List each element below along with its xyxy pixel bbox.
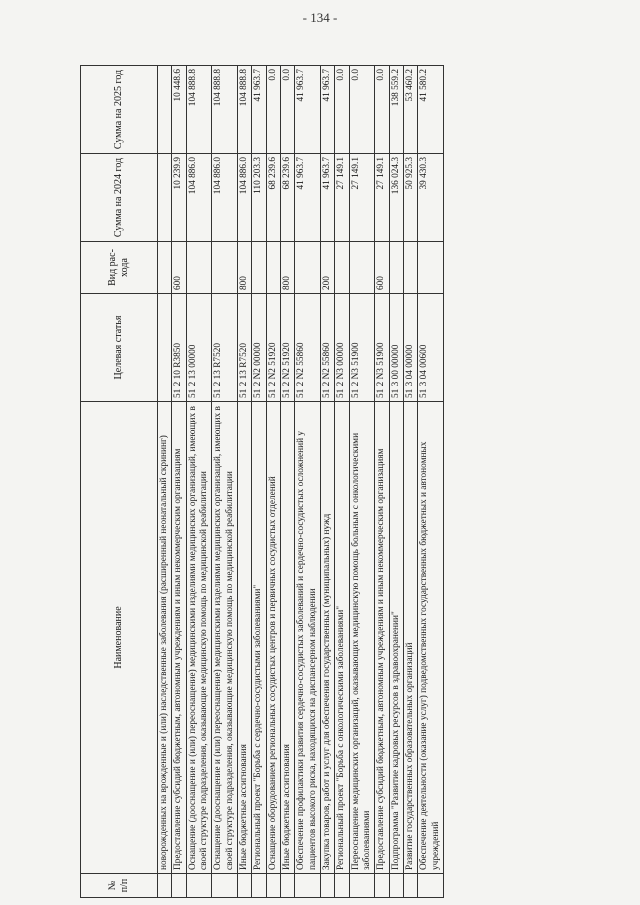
cell-no [403,874,417,898]
cell-name: Подпрограмма "Развитие кадровых ресурсов в здравоохранении" [389,402,403,874]
cell-vid [212,242,238,294]
table-row [266,66,280,898]
cell-vid [403,242,417,294]
cell-name: Оснащение (дооснащение и (или) переоснащение) медицинскими изделиями медицинских организаций, имеющих в своей структуре подразделения, оказывающие медицинскую помощь по медицинской реабилитации [186,402,212,874]
cell-code: 51 2 N2 51920 [280,294,294,402]
cell-code [158,294,172,402]
cell-sum-2025: 104 888.8 [186,66,212,154]
cell-sum-2025: 53 460.2 [403,66,417,154]
cell-code: 51 2 N2 55860 [320,294,334,402]
table-header-row [81,66,158,898]
cell-no [186,874,212,898]
page-number: - 134 - [302,10,338,25]
cell-sum-2024: 27 149.1 [335,154,349,242]
budget-table [80,65,444,898]
cell-vid [418,242,444,294]
cell-code: 51 2 N3 51900 [349,294,375,402]
table-row [158,66,172,898]
cell-no [266,874,280,898]
cell-no [237,874,251,898]
cell-sum-2024: 50 925.3 [403,154,417,242]
table-row [403,66,417,898]
cell-code: 51 2 10 R3850 [172,294,186,402]
cell-sum-2024: 110 203.3 [252,154,266,242]
cell-sum-2025: 41 963.7 [295,66,321,154]
cell-sum-2024: 10 239.9 [172,154,186,242]
cell-vid [295,242,321,294]
cell-no [172,874,186,898]
header-vid: Вид рас-хода [81,242,158,294]
table-row [237,66,251,898]
cell-no [158,874,172,898]
cell-sum-2025: 0.0 [335,66,349,154]
cell-sum-2025: 104 888.8 [212,66,238,154]
cell-vid: 600 [375,242,389,294]
table-row [320,66,334,898]
header-no: № п/п [81,874,158,898]
table-row [295,66,321,898]
cell-code: 51 2 N3 00000 [335,294,349,402]
cell-sum-2024: 27 149.1 [375,154,389,242]
cell-sum-2024: 41 963.7 [320,154,334,242]
cell-sum-2024: 68 239.6 [280,154,294,242]
cell-code: 51 3 04 00000 [403,294,417,402]
header-code: Целевая статья [81,294,158,402]
rotated-table-container [80,66,560,898]
cell-sum-2024: 68 239.6 [266,154,280,242]
cell-sum-2024: 104 886.0 [186,154,212,242]
cell-no [349,874,375,898]
table-row [418,66,444,898]
cell-code: 51 2 N2 00000 [252,294,266,402]
cell-vid [349,242,375,294]
cell-vid: 200 [320,242,334,294]
cell-name: Закупка товаров, работ и услуг для обеспечения государственных (муниципальных) нужд [320,402,334,874]
cell-no [335,874,349,898]
cell-sum-2024 [158,154,172,242]
cell-vid: 800 [280,242,294,294]
cell-sum-2025: 0.0 [375,66,389,154]
cell-sum-2024: 104 886.0 [212,154,238,242]
cell-sum-2025 [158,66,172,154]
table-row [186,66,212,898]
cell-name: Иные бюджетные ассигнования [280,402,294,874]
header-sum-2025: Сумма на 2025 год [81,66,158,154]
cell-code: 51 2 N2 51920 [266,294,280,402]
cell-no [320,874,334,898]
cell-sum-2025: 41 580.2 [418,66,444,154]
table-row [252,66,266,898]
cell-vid [389,242,403,294]
cell-vid [335,242,349,294]
cell-sum-2024: 39 430.3 [418,154,444,242]
header-name: Наименование [81,402,158,874]
cell-vid [252,242,266,294]
cell-sum-2024: 136 024.3 [389,154,403,242]
cell-name: Иные бюджетные ассигнования [237,402,251,874]
cell-sum-2025: 41 963.7 [252,66,266,154]
cell-vid [266,242,280,294]
cell-name: Обеспечение деятельности (оказание услуг) подведомственных государственных бюджетных и автономных учреждений [418,402,444,874]
cell-name: Региональный проект "Борьба с онкологическими заболеваниями" [335,402,349,874]
cell-name: Переоснащение медицинских организаций, оказывающих медицинскую помощь больным с онкологическими заболеваниями [349,402,375,874]
table-row [172,66,186,898]
cell-sum-2024: 41 963.7 [295,154,321,242]
cell-sum-2025: 138 559.2 [389,66,403,154]
cell-sum-2024: 104 886.0 [237,154,251,242]
cell-name: Оснащение (дооснащение и (или) переоснащение) медицинскими изделиями медицинских организаций, имеющих в своей структуре подразделения, оказывающие медицинскую помощь по медицинской реабилитации [212,402,238,874]
table-row [335,66,349,898]
cell-name: Обеспечение профилактики развития сердечно-сосудистых заболеваний и сердечно-сосудистых осложнений у пациентов высокого риска, находящихся на диспансерном наблюдении [295,402,321,874]
cell-code: 51 2 13 R7520 [212,294,238,402]
cell-code: 51 3 04 00600 [418,294,444,402]
cell-sum-2025: 0.0 [349,66,375,154]
cell-code: 51 2 N3 51900 [375,294,389,402]
cell-no [212,874,238,898]
cell-sum-2025: 0.0 [266,66,280,154]
cell-vid: 600 [172,242,186,294]
cell-sum-2025: 104 888.8 [237,66,251,154]
table-row [375,66,389,898]
cell-no [280,874,294,898]
table-row [349,66,375,898]
cell-name: Региональный проект "Борьба с сердечно-сосудистыми заболеваниями" [252,402,266,874]
cell-no [295,874,321,898]
cell-sum-2024: 27 149.1 [349,154,375,242]
cell-code: 51 2 13 R7520 [237,294,251,402]
table-row [280,66,294,898]
cell-code: 51 2 13 00000 [186,294,212,402]
cell-name: Развитие государственных образовательных организаций [403,402,417,874]
cell-vid [158,242,172,294]
cell-no [252,874,266,898]
cell-no [389,874,403,898]
table-row [389,66,403,898]
table-row [212,66,238,898]
cell-vid [186,242,212,294]
cell-no [375,874,389,898]
table-body [158,66,444,898]
cell-name: Оснащение оборудованием региональных сосудистых центров и первичных сосудистых отделений [266,402,280,874]
cell-sum-2025: 0.0 [280,66,294,154]
cell-name: Предоставление субсидий бюджетным, автономным учреждениям и иным некоммерческим организациям [172,402,186,874]
cell-code: 51 2 N2 55860 [295,294,321,402]
cell-code: 51 3 00 00000 [389,294,403,402]
header-sum-2024: Сумма на 2024 год [81,154,158,242]
cell-name: Предоставление субсидий бюджетным, автономным учреждениям и иным некоммерческим организациям [375,402,389,874]
cell-name: новорожденных на врожденные и (или) наследственные заболевания (расширенный неонатальный скрининг) [158,402,172,874]
cell-sum-2025: 10 448.6 [172,66,186,154]
cell-sum-2025: 41 963.7 [320,66,334,154]
cell-vid: 800 [237,242,251,294]
cell-no [418,874,444,898]
